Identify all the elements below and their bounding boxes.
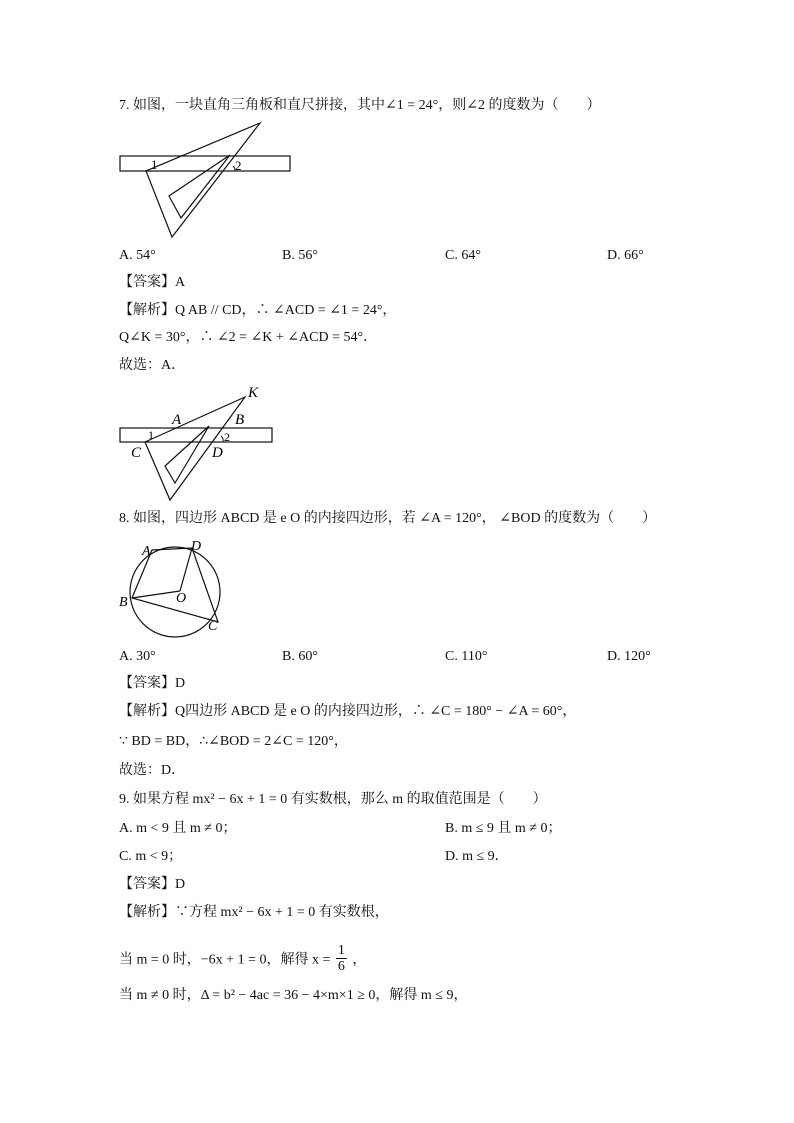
q8-option-a: A. 30° [119,649,156,664]
segment-BO [132,591,180,598]
angle2-arc [221,436,223,442]
q7-option-c: C. 64° [445,248,481,263]
fraction-numerator: 1 [337,943,345,958]
q9-stem: 9. 如果方程 mx² − 6x + 1 = 0 有实数根，那么 m 的取值范围是（ ） [119,792,547,807]
point-D-label: D [212,445,223,461]
point-B-label: B [235,412,245,428]
point-A-label: A [142,544,151,559]
q9-option-c: C. m < 9； [119,849,183,864]
q8-stem: 8. 如图，四边形 ABCD 是 e O 的内接四边形，若 ∠A = 120°， ∠BOD 的度数为（ ） [119,511,657,526]
q7-analysis-1: 【解析】Q AB // CD，∴ ∠ACD = ∠1 = 24°， [119,303,397,318]
q7-analysis-2: Q∠K = 30°，∴ ∠2 = ∠K + ∠ACD = 54°． [119,330,378,345]
triangle-outer [146,123,260,237]
q9-option-b: B. m ≤ 9 且 m ≠ 0； [445,821,562,836]
fraction [336,943,347,974]
q8-analysis-1: 【解析】Q四边形 ABCD 是 e O 的内接四边形，∴ ∠C = 180° − ∠A = 60°， [119,704,577,719]
q9-answer: 【答案】D [119,877,186,892]
triangle-inner [169,155,230,218]
point-C-label: C [208,619,218,634]
angle2-label: 2 [235,158,242,173]
angle2-label: 2 [224,430,230,444]
q8-figure [115,535,230,645]
q8-conclusion: 故选：D． [119,763,186,778]
point-D-label: D [191,539,202,554]
q9-analysis-2 [119,945,366,976]
q7-answer: 【答案】A [119,275,186,290]
q8-answer: 【答案】D [119,676,186,691]
q8-analysis-2: ∵ BD = BD，∴∠BOD = 2∠C = 120°， [119,734,348,749]
point-B-label: B [119,595,128,610]
q7-conclusion: 故选：A． [119,358,186,373]
point-C-label: C [131,445,142,461]
segment-OD [180,548,192,591]
q9-analysis-2-tail: ， [352,952,367,968]
q7-option-a: A. 54° [119,248,156,263]
point-K-label: K [248,385,259,401]
point-O-label: O [176,591,187,606]
q9-option-d: D. m ≤ 9． [445,849,509,864]
angle1-label: 1 [148,428,154,442]
ruler [120,156,290,171]
q9-analysis-1: 【解析】∵方程 mx² − 6x + 1 = 0 有实数根， [119,905,389,920]
q8-option-d: D. 120° [607,649,651,664]
q9-option-a: A. m < 9 且 m ≠ 0； [119,821,237,836]
q7-solution-figure [115,380,295,510]
fraction-denominator: 6 [337,959,345,974]
angle1-label: 1 [151,157,158,172]
q7-option-b: B. 56° [282,248,318,263]
q9-analysis-3: 当 m ≠ 0 时，Δ = b² − 4ac = 36 − 4×m×1 ≥ 0，解得 m ≤ 9， [119,988,468,1003]
q7-option-d: D. 66° [607,248,644,263]
q9-analysis-2-text: 当 m = 0 时，−6x + 1 = 0，解得 x = [119,952,331,968]
q7-figure [115,118,305,243]
ruler [120,428,272,442]
q8-option-b: B. 60° [282,649,318,664]
point-A-label: A [172,412,182,428]
q8-option-c: C. 110° [445,649,488,664]
q7-stem: 7. 如图，一块直角三角板和直尺拼接，其中∠1 = 24°，则∠2 的度数为（ ） [119,98,601,113]
